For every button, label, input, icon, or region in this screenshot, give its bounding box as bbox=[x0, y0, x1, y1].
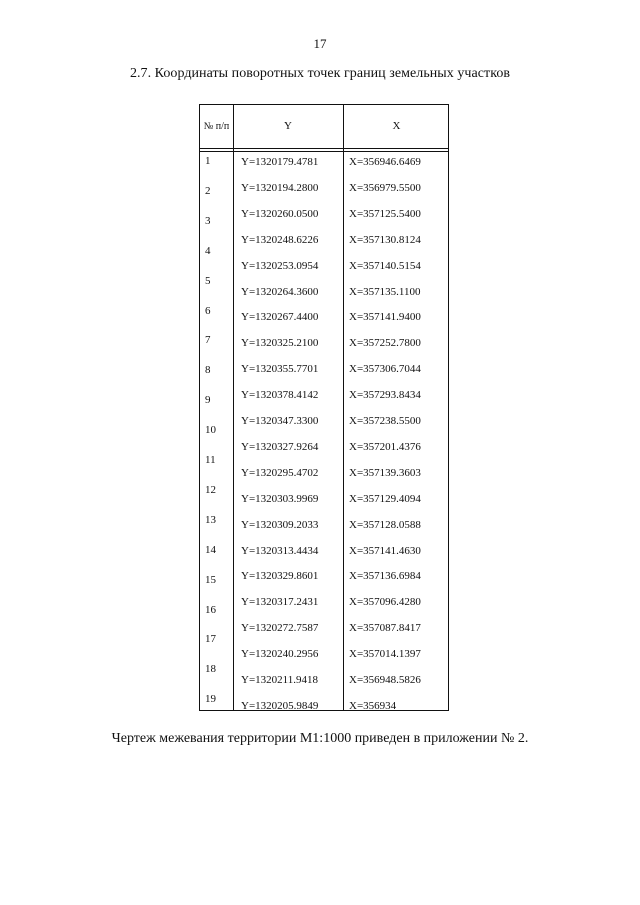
x-coordinate-cell: X=357141.4630 bbox=[349, 545, 421, 557]
y-coordinate-cell: Y=1320260.0500 bbox=[241, 208, 319, 220]
x-coordinate-cell: X=356946.6469 bbox=[349, 156, 421, 168]
point-number-cell: 8 bbox=[205, 364, 211, 376]
y-coordinate-cell: Y=1320329.8601 bbox=[241, 570, 319, 582]
y-coordinate-cell: Y=1320309.2033 bbox=[241, 519, 319, 531]
point-number-cell: 13 bbox=[205, 514, 216, 526]
y-coordinate-cell: Y=1320325.2100 bbox=[241, 337, 319, 349]
x-coordinate-cell: X=357129.4094 bbox=[349, 493, 421, 505]
x-coordinate-cell: X=357087.8417 bbox=[349, 622, 421, 634]
x-coordinate-cell: X=357201.4376 bbox=[349, 441, 421, 453]
x-coordinate-cell: X=356948.5826 bbox=[349, 674, 421, 686]
point-number-cell: 10 bbox=[205, 424, 216, 436]
y-coordinate-cell: Y=1320317.2431 bbox=[241, 596, 319, 608]
header-point-number: № п/п bbox=[203, 121, 230, 132]
header-divider bbox=[200, 148, 448, 149]
x-coordinate-cell: X=357125.5400 bbox=[349, 208, 421, 220]
header-divider bbox=[200, 151, 448, 152]
y-coordinate-cell: Y=1320264.3600 bbox=[241, 286, 319, 298]
header-y: Y bbox=[284, 120, 292, 132]
y-coordinate-cell: Y=1320355.7701 bbox=[241, 363, 319, 375]
y-coordinate-cell: Y=1320295.4702 bbox=[241, 467, 319, 479]
point-number-cell: 15 bbox=[205, 574, 216, 586]
point-number-cell: 7 bbox=[205, 334, 211, 346]
y-coordinate-cell: Y=1320272.7587 bbox=[241, 622, 319, 634]
x-coordinate-cell: X=357135.1100 bbox=[349, 286, 421, 298]
y-coordinate-cell: Y=1320378.4142 bbox=[241, 389, 319, 401]
y-coordinate-cell: Y=1320194.2800 bbox=[241, 182, 319, 194]
x-coordinate-cell: X=357306.7044 bbox=[349, 363, 421, 375]
y-coordinate-cell: Y=1320240.2956 bbox=[241, 648, 319, 660]
point-number-cell: 17 bbox=[205, 633, 216, 645]
footer-note: Чертеж межевания территории М1:1000 приведен в приложении № 2. bbox=[111, 731, 529, 746]
y-coordinate-cell: Y=1320303.9969 bbox=[241, 493, 319, 505]
x-coordinate-cell: X=357293.8434 bbox=[349, 389, 421, 401]
x-coordinate-cell: X=357014.1397 bbox=[349, 648, 421, 660]
page-number: 17 bbox=[313, 36, 327, 51]
x-coordinate-cell: X=356934 bbox=[349, 700, 397, 712]
point-number-cell: 11 bbox=[205, 454, 216, 466]
y-coordinate-cell: Y=1320248.6226 bbox=[241, 234, 319, 246]
y-coordinate-cell: Y=1320313.4434 bbox=[241, 545, 319, 557]
coordinates-table bbox=[199, 104, 449, 711]
point-number-cell: 1 bbox=[205, 155, 211, 167]
x-coordinate-cell: X=357141.9400 bbox=[349, 311, 421, 323]
x-coordinate-cell: X=357130.8124 bbox=[349, 234, 421, 246]
x-coordinate-cell: X=357238.5500 bbox=[349, 415, 421, 427]
x-coordinate-cell: X=357140.5154 bbox=[349, 260, 421, 272]
point-number-cell: 18 bbox=[205, 663, 216, 675]
point-number-cell: 12 bbox=[205, 484, 216, 496]
x-coordinate-cell: X=357096.4280 bbox=[349, 596, 421, 608]
point-number-cell: 14 bbox=[205, 544, 216, 556]
y-coordinate-cell: Y=1320267.4400 bbox=[241, 311, 319, 323]
x-coordinate-cell: X=357136.6984 bbox=[349, 570, 421, 582]
point-number-cell: 5 bbox=[205, 275, 211, 287]
column-divider bbox=[233, 105, 234, 710]
column-divider bbox=[343, 105, 344, 710]
point-number-cell: 3 bbox=[205, 215, 211, 227]
point-number-cell: 9 bbox=[205, 394, 211, 406]
y-coordinate-cell: Y=1320205.9849 bbox=[241, 700, 319, 712]
x-coordinate-cell: X=357252.7800 bbox=[349, 337, 421, 349]
point-number-cell: 4 bbox=[205, 245, 211, 257]
point-number-cell: 16 bbox=[205, 604, 216, 616]
y-coordinate-cell: Y=1320327.9264 bbox=[241, 441, 319, 453]
y-coordinate-cell: Y=1320253.0954 bbox=[241, 260, 319, 272]
x-coordinate-cell: X=356979.5500 bbox=[349, 182, 421, 194]
y-coordinate-cell: Y=1320347.3300 bbox=[241, 415, 319, 427]
section-title: 2.7. Координаты поворотных точек границ земельных участков bbox=[129, 66, 511, 81]
point-number-cell: 2 bbox=[205, 185, 211, 197]
point-number-cell: 6 bbox=[205, 305, 211, 317]
y-coordinate-cell: Y=1320211.9418 bbox=[241, 674, 318, 686]
header-x: X bbox=[392, 120, 401, 132]
x-coordinate-cell: X=357128.0588 bbox=[349, 519, 421, 531]
point-number-cell: 19 bbox=[205, 693, 216, 705]
x-coordinate-cell: X=357139.3603 bbox=[349, 467, 421, 479]
y-coordinate-cell: Y=1320179.4781 bbox=[241, 156, 319, 168]
